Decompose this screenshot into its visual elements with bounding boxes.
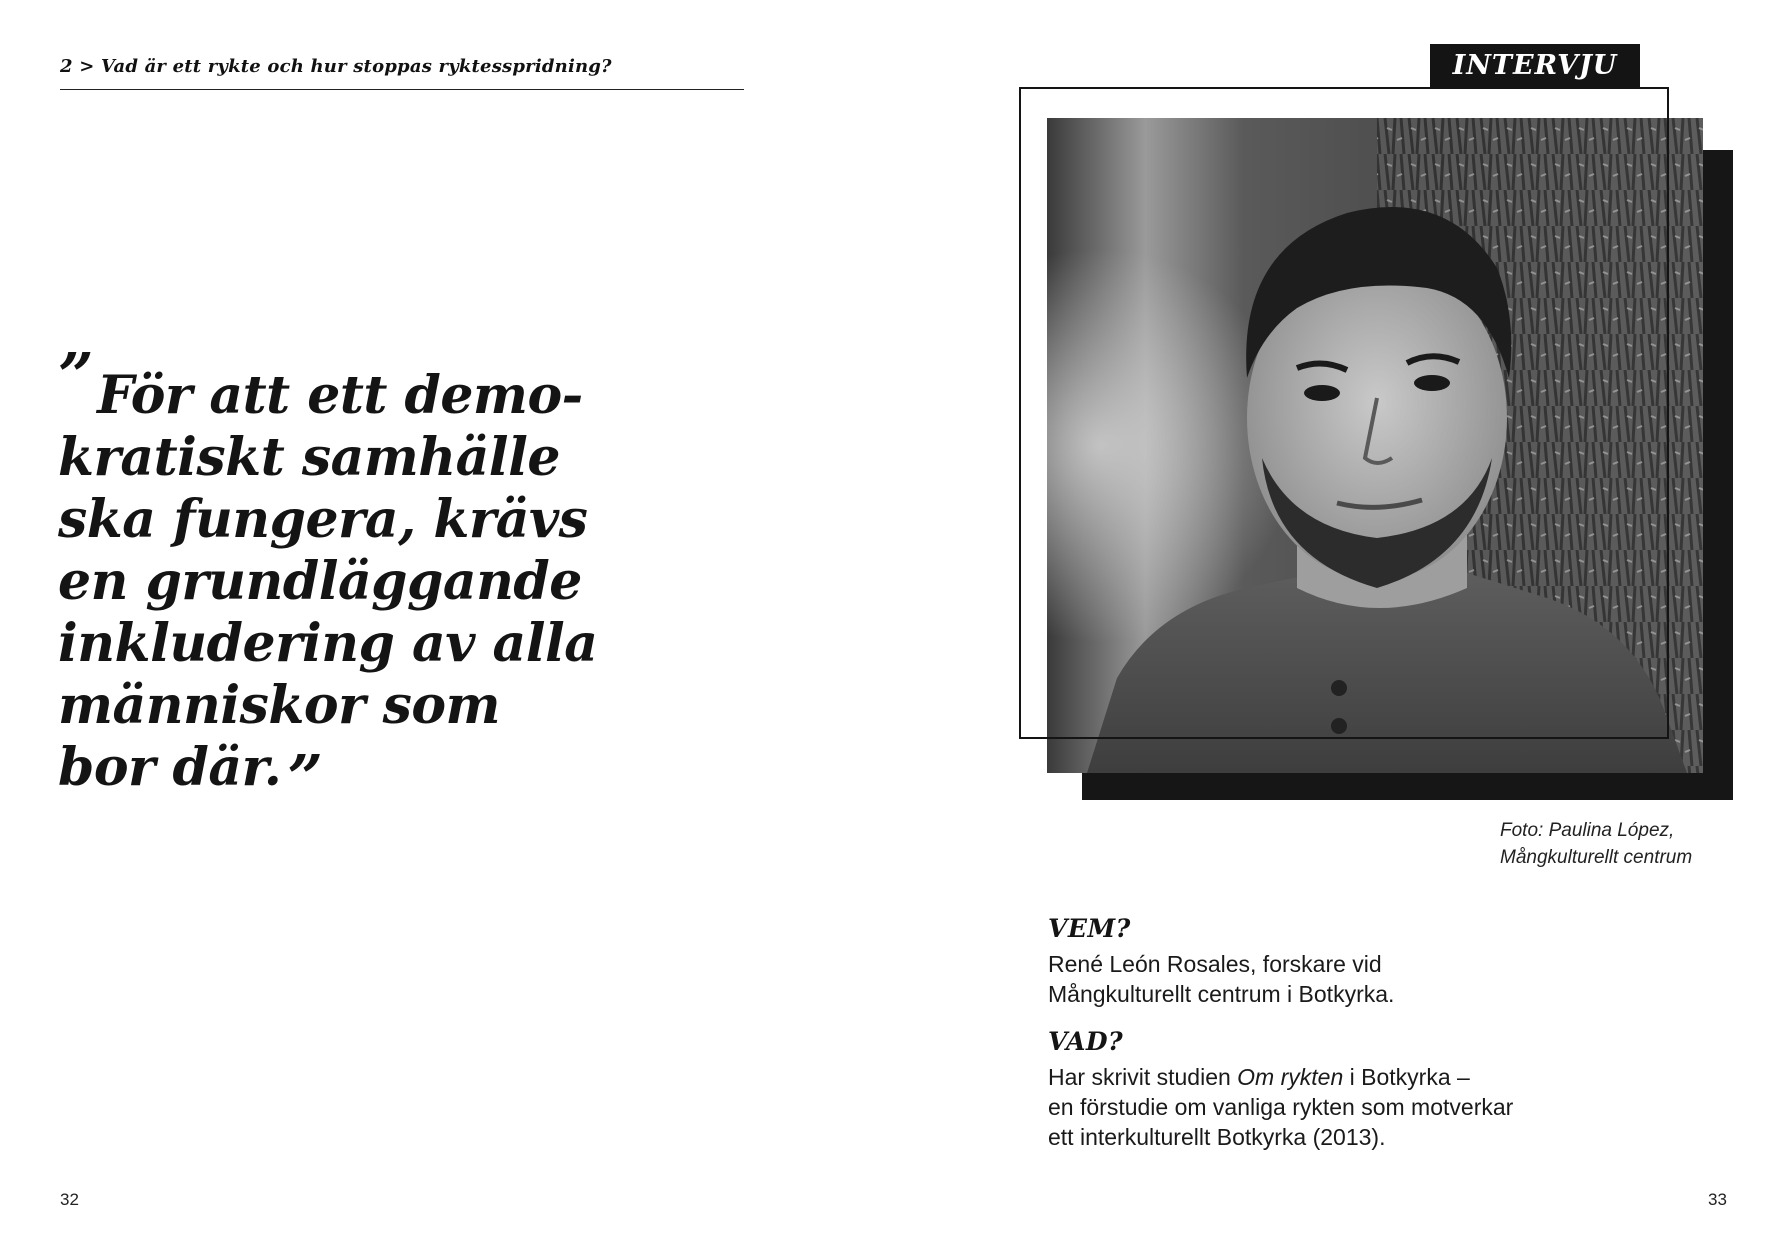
page-number-right: 33 [1708, 1190, 1727, 1209]
quote-close-mark: ” [287, 741, 323, 814]
vem-heading: VEM? [1048, 914, 1131, 943]
photo-frame-outline [1019, 87, 1669, 739]
quote-line [58, 339, 698, 427]
vad-line [1048, 1062, 1608, 1092]
quote-line: kratiskt samhälle [58, 427, 560, 488]
vem-text [1048, 949, 1608, 1009]
quote-line-text: bor där. [58, 737, 282, 798]
info-vad [1048, 1026, 1608, 1152]
info-vem [1048, 913, 1608, 1009]
quote-line: ska fungera, krävs [58, 489, 588, 550]
running-head-text: 2 > Vad är ett rykte och hur stoppas ryktesspridning? [60, 56, 612, 77]
vem-line: René León Rosales, forskare vid [1048, 951, 1382, 977]
quote-open-mark: ” [58, 339, 94, 412]
section-label-intervju: INTERVJU [1430, 44, 1640, 88]
page-number-left: 32 [60, 1190, 79, 1209]
vad-line: en förstudie om vanliga rykten som motverkar [1048, 1094, 1514, 1120]
vem-line: Mångkulturellt centrum i Botkyrka. [1048, 981, 1395, 1007]
vad-text [1048, 1062, 1608, 1152]
vad-heading: VAD? [1048, 1027, 1124, 1056]
quote-line: människor som [58, 675, 501, 736]
quote-line: en grundläggande [58, 551, 582, 612]
photo-credit [1500, 817, 1760, 871]
vad-line: ett interkulturellt Botkyrka (2013). [1048, 1124, 1386, 1150]
quote-line [58, 737, 698, 814]
study-title: Om rykten [1237, 1064, 1344, 1090]
vad-suffix: i Botkyrka – [1343, 1064, 1470, 1090]
photo-credit-line: Mångkulturellt centrum [1500, 847, 1693, 868]
pull-quote [58, 339, 698, 814]
vad-prefix: Har skrivit studien [1048, 1064, 1238, 1090]
running-head [60, 56, 744, 90]
quote-line: inkludering av alla [58, 613, 598, 674]
quote-line-text: För att ett demo- [97, 365, 583, 426]
photo-credit-line: Foto: Paulina López, [1500, 820, 1675, 841]
